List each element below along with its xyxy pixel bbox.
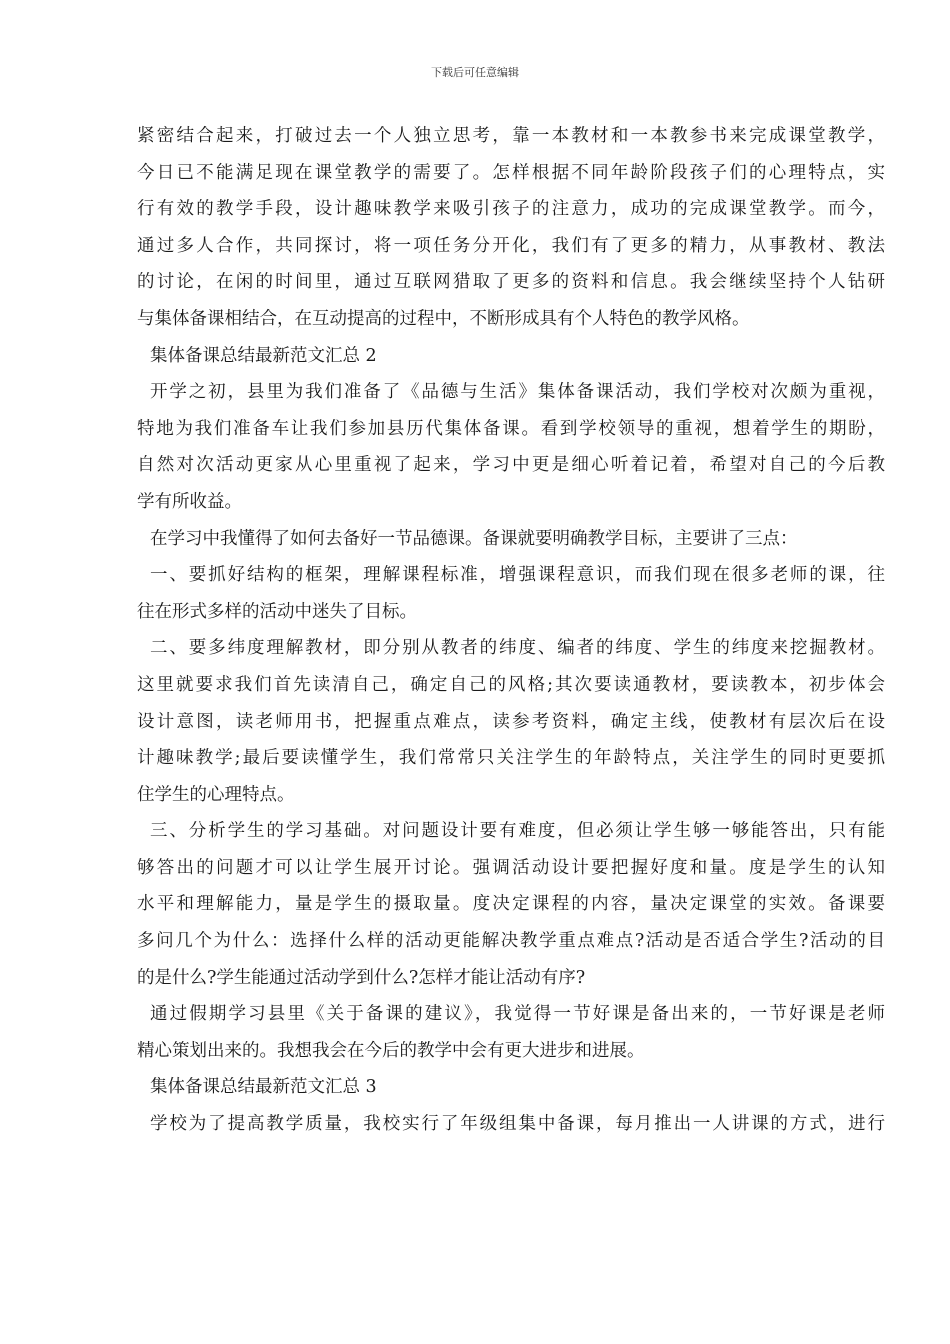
text-line: 特地为我们准备车让我们参加县历代集体备课。看到学校领导的重视，想着学生的期盼，	[137, 418, 885, 439]
section-heading: 集体备课总结最新范文汇总 2	[150, 345, 377, 366]
text-line: 一、要抓好结构的框架，理解课程标准，增强课程意识，而我们现在很多老师的课，往	[150, 565, 885, 586]
text-line: 往在形式多样的活动中迷失了目标。	[137, 601, 417, 622]
text-line: 设计意图，读老师用书，把握重点难点，读参考资料，确定主线，使教材有层次后在设	[137, 711, 885, 732]
text-line: 多问几个为什么：选择什么样的活动更能解决教学重点难点?活动是否适合学生?活动的目	[137, 931, 885, 952]
text-line: 精心策划出来的。我想我会在今后的教学中会有更大进步和进展。	[137, 1040, 645, 1061]
text-line: 学校为了提高教学质量，我校实行了年级组集中备课，每月推出一人讲课的方式，进行	[150, 1114, 885, 1135]
text-line: 开学之初，县里为我们准备了《品德与生活》集体备课活动，我们学校对次颇为重视，	[150, 382, 885, 403]
text-line: 这里就要求我们首先读清自己，确定自己的风格;其次要读通教材，要读教本，初步体会	[137, 674, 885, 695]
text-line: 够答出的问题才可以让学生展开讨论。强调活动设计要把握好度和量。度是学生的认知	[137, 857, 885, 878]
text-line: 二、要多纬度理解教材，即分别从教者的纬度、编者的纬度、学生的纬度来挖掘教材。	[150, 638, 885, 659]
text-line: 学有所收益。	[137, 491, 242, 512]
document-body	[137, 118, 885, 1143]
section-heading: 集体备课总结最新范文汇总 3	[150, 1077, 377, 1098]
text-line: 三、分析学生的学习基础。对问题设计要有难度，但必须让学生够一够能答出，只有能	[150, 821, 885, 842]
page-header-note: 下载后可任意编辑	[431, 66, 519, 79]
text-line: 通过多人合作，共同探讨，将一项任务分开化，我们有了更多的精力，从事教材、教法	[137, 235, 885, 256]
text-line: 今日已不能满足现在课堂教学的需要了。怎样根据不同年龄阶段孩子们的心理特点，实	[137, 162, 885, 183]
text-line: 住学生的心理特点。	[137, 784, 295, 805]
text-line: 紧密结合起来，打破过去一个人独立思考，靠一本教材和一本教参书来完成课堂教学，	[137, 126, 885, 146]
text-line: 行有效的教学手段，设计趣味教学来吸引孩子的注意力，成功的完成课堂教学。而今，	[137, 199, 885, 220]
text-line: 计趣味教学;最后要读懂学生，我们常常只关注学生的年龄特点，关注学生的同时更要抓	[137, 748, 885, 769]
text-line: 水平和理解能力，量是学生的摄取量。度决定课程的内容，量决定课堂的实效。备课要	[137, 894, 885, 915]
text-line: 通过假期学习县里《关于备课的建议》，我觉得一节好课是备出来的，一节好课是老师	[150, 1004, 885, 1025]
text-line: 与集体备课相结合，在互动提高的过程中，不断形成具有个人特色的教学风格。	[137, 308, 750, 329]
text-line: 自然对次活动更家从心里重视了起来，学习中更是细心听着记着，希望对自己的今后教	[137, 455, 885, 476]
text-line: 的讨论，在闲的时间里，通过互联网猎取了更多的资料和信息。我会继续坚持个人钻研	[137, 272, 885, 293]
text-line: 的是什么?学生能通过活动学到什么?怎样才能让活动有序?	[137, 967, 586, 988]
text-line: 在学习中我懂得了如何去备好一节品德课。备课就要明确教学目标，主要讲了三点：	[150, 528, 798, 549]
